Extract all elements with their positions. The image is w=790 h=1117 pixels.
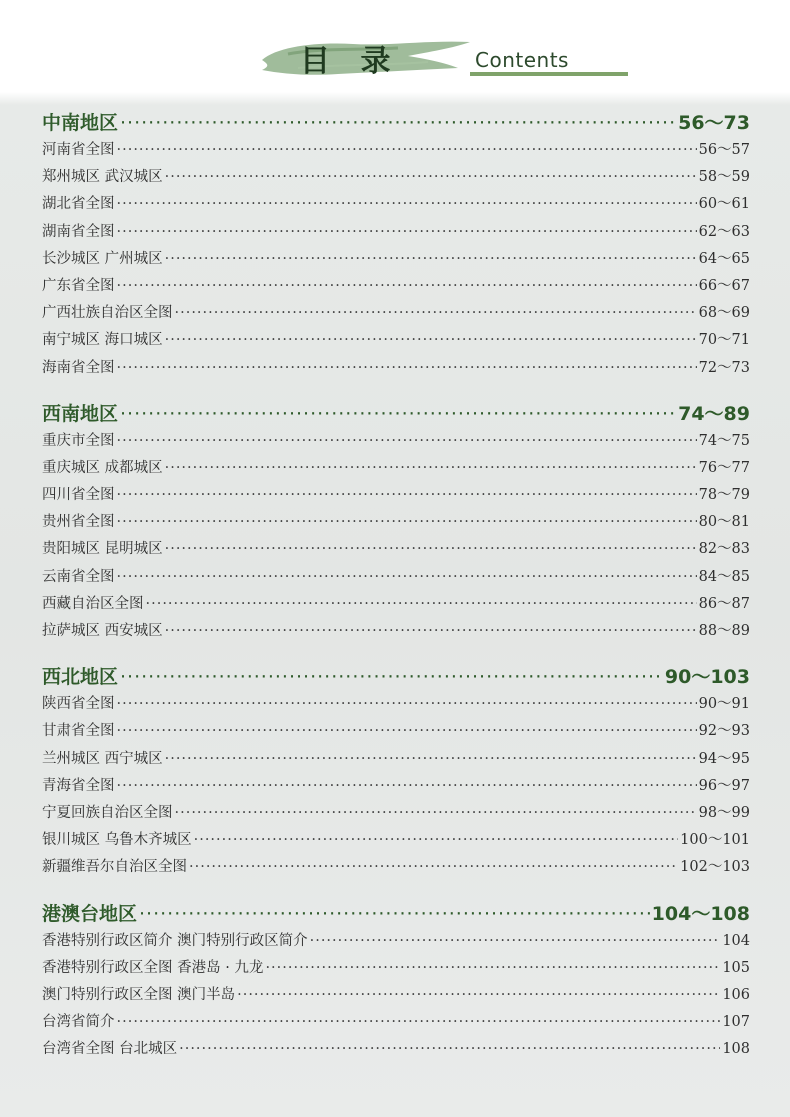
entry-page-range: 90～91 — [698, 696, 750, 713]
toc-section — [42, 662, 750, 882]
dot-leader — [117, 487, 697, 503]
dot-leader — [117, 778, 697, 794]
entry-title: 青海省全图 — [42, 777, 115, 794]
entry-title: 长沙城区 广州城区 — [42, 250, 163, 267]
dot-leader — [117, 142, 697, 158]
entry-title: 拉萨城区 西安城区 — [42, 623, 163, 639]
toc-entry[interactable] — [42, 801, 750, 828]
toc-entry[interactable] — [42, 565, 750, 592]
entry-title: 重庆城区 成都城区 — [42, 459, 163, 476]
entry-page-range: 106 — [722, 986, 750, 1003]
entry-title: 广西壮族自治区全图 — [42, 305, 173, 322]
entry-title: 澳门特别行政区全图 澳门半岛 — [42, 986, 236, 1003]
dot-leader — [120, 403, 676, 425]
entry-title: 兰州城区 西宁城区 — [42, 750, 163, 767]
entry-title: 贵阳城区 昆明城区 — [42, 541, 163, 558]
dot-leader — [175, 305, 697, 321]
dot-leader — [117, 569, 697, 585]
entry-title: 贵州省全图 — [42, 514, 115, 531]
entry-title: 云南省全图 — [42, 568, 115, 585]
toc-entry[interactable] — [42, 692, 750, 719]
dot-leader — [117, 224, 697, 240]
entry-page-range: 62～63 — [698, 223, 750, 240]
toc-entry[interactable] — [42, 456, 750, 483]
dot-leader — [179, 1041, 720, 1057]
dot-leader — [265, 960, 720, 976]
section-page-range: 56～73 — [678, 112, 750, 134]
entry-title: 西藏自治区全图 — [42, 595, 144, 612]
dot-leader — [146, 596, 697, 612]
entry-page-range: 58～59 — [698, 169, 750, 186]
toc-entry[interactable] — [42, 747, 750, 774]
page-header — [0, 0, 790, 92]
entry-page-range: 74～75 — [698, 432, 750, 449]
toc-entry[interactable] — [42, 429, 750, 456]
title-underline — [470, 72, 628, 76]
entry-page-range: 56～57 — [698, 142, 750, 158]
entry-page-range: 92～93 — [698, 723, 750, 740]
toc-entry[interactable] — [42, 274, 750, 301]
toc-entry[interactable] — [42, 165, 750, 192]
toc-entry[interactable] — [42, 192, 750, 219]
dot-leader — [165, 623, 697, 639]
entry-page-range: 66～67 — [698, 277, 750, 294]
entry-title: 重庆市全图 — [42, 432, 115, 449]
entry-page-range: 86～87 — [698, 595, 750, 612]
entry-title: 广东省全图 — [42, 277, 115, 294]
dot-leader — [139, 903, 650, 925]
toc-entry[interactable] — [42, 138, 750, 165]
section-heading[interactable] — [42, 108, 750, 138]
dot-leader — [117, 196, 697, 212]
entry-page-range: 64～65 — [698, 250, 750, 267]
entry-page-range: 80～81 — [698, 514, 750, 531]
entry-page-range: 107 — [722, 1014, 750, 1031]
dot-leader — [117, 278, 697, 294]
toc-entry[interactable] — [42, 537, 750, 564]
section-heading[interactable] — [42, 662, 750, 692]
entry-title: 宁夏回族自治区全图 — [42, 804, 173, 821]
toc-entry[interactable] — [42, 828, 750, 855]
entry-page-range: 96～97 — [698, 777, 750, 794]
entry-title: 陕西省全图 — [42, 696, 115, 713]
entry-title: 湖南省全图 — [42, 223, 115, 240]
toc-entry[interactable] — [42, 220, 750, 247]
toc-section — [42, 108, 750, 383]
entry-page-range: 70～71 — [698, 332, 750, 349]
entry-page-range: 82～83 — [698, 541, 750, 558]
toc-entry[interactable] — [42, 619, 750, 646]
dot-leader — [165, 541, 697, 557]
dot-leader — [120, 112, 676, 134]
entry-page-range: 72～73 — [698, 359, 750, 376]
dot-leader — [189, 859, 678, 875]
page-title-english: Contents — [475, 48, 569, 72]
toc-entry[interactable] — [42, 483, 750, 510]
entry-title: 海南省全图 — [42, 359, 115, 376]
entry-page-range: 78～79 — [698, 487, 750, 504]
section-page-range: 104～108 — [651, 902, 750, 925]
dot-leader — [117, 360, 697, 376]
entry-page-range: 98～99 — [698, 804, 750, 821]
entry-page-range: 100～101 — [680, 832, 750, 849]
dot-leader — [117, 723, 697, 739]
toc-entry[interactable] — [42, 301, 750, 328]
section-title: 港澳台地区 — [42, 902, 138, 925]
dot-leader — [165, 751, 697, 767]
dot-leader — [117, 1014, 721, 1030]
section-page-range: 90～103 — [664, 666, 750, 689]
entry-title: 台湾省简介 — [42, 1014, 115, 1031]
entry-page-range: 102～103 — [680, 859, 750, 876]
dot-leader — [165, 332, 697, 348]
entry-page-range: 108 — [722, 1041, 750, 1058]
dot-leader — [165, 169, 697, 185]
section-title: 中南地区 — [42, 112, 119, 134]
section-title: 西南地区 — [42, 402, 119, 425]
toc-entry[interactable] — [42, 1037, 750, 1064]
entry-title: 湖北省全图 — [42, 196, 115, 213]
section-page-range: 74～89 — [678, 402, 750, 425]
table-of-contents — [42, 108, 750, 1080]
dot-leader — [165, 251, 697, 267]
toc-section — [42, 899, 750, 1065]
toc-entry[interactable] — [42, 774, 750, 801]
entry-page-range: 76～77 — [698, 459, 750, 476]
dot-leader — [194, 832, 679, 848]
entry-page-range: 104 — [722, 932, 750, 949]
entry-title: 新疆维吾尔自治区全图 — [42, 859, 187, 876]
dot-leader — [117, 433, 697, 449]
toc-entry[interactable] — [42, 510, 750, 537]
entry-page-range: 84～85 — [698, 568, 750, 585]
toc-entry[interactable] — [42, 956, 750, 983]
section-heading[interactable] — [42, 399, 750, 429]
dot-leader — [237, 987, 720, 1003]
entry-page-range: 105 — [722, 959, 750, 976]
entry-page-range: 88～89 — [698, 623, 750, 639]
toc-entry[interactable] — [42, 719, 750, 746]
entry-title: 甘肃省全图 — [42, 723, 115, 740]
entry-title: 香港特别行政区全图 香港岛 · 九龙 — [42, 959, 264, 976]
page-title: 目 录 — [300, 44, 401, 79]
toc-entry[interactable] — [42, 247, 750, 274]
entry-page-range: 68～69 — [698, 305, 750, 322]
toc-entry[interactable] — [42, 983, 750, 1010]
entry-title: 郑州城区 武汉城区 — [42, 169, 163, 186]
toc-entry[interactable] — [42, 1010, 750, 1037]
toc-entry[interactable] — [42, 855, 750, 882]
entry-title: 南宁城区 海口城区 — [42, 332, 163, 349]
toc-entry[interactable] — [42, 592, 750, 619]
dot-leader — [310, 933, 721, 949]
entry-page-range: 94～95 — [698, 750, 750, 767]
dot-leader — [120, 666, 663, 688]
dot-leader — [117, 696, 697, 712]
entry-title: 香港特别行政区简介 澳门特别行政区简介 — [42, 932, 308, 949]
entry-page-range: 60～61 — [698, 196, 750, 213]
toc-entry[interactable] — [42, 356, 750, 383]
section-title: 西北地区 — [42, 666, 119, 689]
section-heading[interactable] — [42, 899, 750, 929]
entry-title: 台湾省全图 台北城区 — [42, 1041, 178, 1058]
entry-title: 河南省全图 — [42, 142, 115, 158]
entry-title: 银川城区 乌鲁木齐城区 — [42, 832, 192, 849]
dot-leader — [117, 514, 697, 530]
toc-entry[interactable] — [42, 328, 750, 355]
entry-title: 四川省全图 — [42, 487, 115, 504]
toc-entry[interactable] — [42, 929, 750, 956]
dot-leader — [165, 460, 697, 476]
dot-leader — [175, 805, 697, 821]
toc-section — [42, 399, 750, 647]
